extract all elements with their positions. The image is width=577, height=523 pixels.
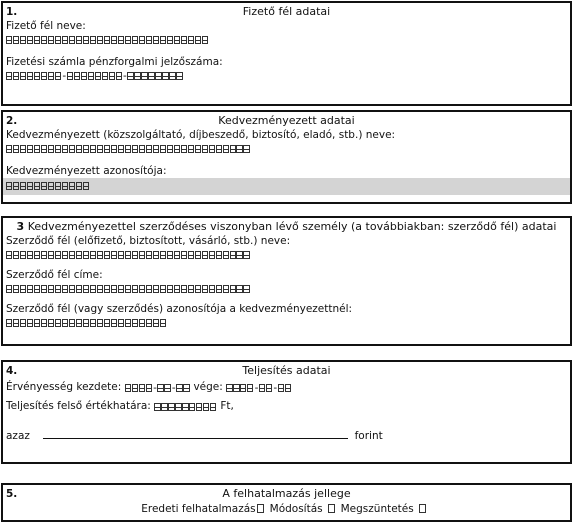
- char-box[interactable]: [102, 72, 108, 80]
- char-box[interactable]: [169, 72, 175, 80]
- section-title: Teljesítés adatai: [242, 364, 331, 377]
- char-box[interactable]: [6, 145, 12, 153]
- section-title: Kedvezményezett adatai: [218, 114, 355, 127]
- char-box[interactable]: [90, 36, 96, 44]
- char-box[interactable]: [69, 182, 75, 190]
- char-box[interactable]: [48, 145, 54, 153]
- char-box[interactable]: [202, 251, 208, 259]
- char-box[interactable]: [161, 403, 167, 411]
- section-title: Kedvezményezettel szerződéses viszonyban lévő személy (a továbbiakban: szerződő fél) adatai: [27, 220, 557, 233]
- char-box[interactable]: [236, 285, 242, 293]
- char-box[interactable]: [97, 319, 103, 327]
- char-box[interactable]: [195, 285, 201, 293]
- section-number: 4.: [6, 365, 18, 377]
- char-box[interactable]: [153, 36, 159, 44]
- char-box[interactable]: [76, 182, 82, 190]
- char-box[interactable]: [90, 319, 96, 327]
- char-box[interactable]: [55, 285, 61, 293]
- char-box[interactable]: [34, 182, 40, 190]
- char-box[interactable]: [148, 72, 154, 80]
- char-box[interactable]: [236, 251, 242, 259]
- char-box[interactable]: [243, 145, 249, 153]
- char-box[interactable]: [196, 403, 202, 411]
- char-box[interactable]: [132, 285, 138, 293]
- contract-party-section: [1, 216, 572, 346]
- authorization-type-section: [1, 483, 572, 522]
- char-box[interactable]: [104, 36, 110, 44]
- char-box[interactable]: [174, 36, 180, 44]
- char-box[interactable]: [160, 319, 166, 327]
- char-box[interactable]: [41, 285, 47, 293]
- char-box[interactable]: [111, 319, 117, 327]
- char-box[interactable]: [139, 384, 145, 392]
- char-box[interactable]: [167, 285, 173, 293]
- payer-name-field[interactable]: [3, 33, 570, 47]
- char-box[interactable]: [6, 182, 12, 190]
- contract-party-name-field[interactable]: [3, 248, 570, 262]
- section-number: 3: [16, 220, 25, 233]
- contract-party-id-label: Szerződő fél (vagy szerződés) azonosítója a kedvezményezettnél:: [6, 303, 353, 315]
- char-box[interactable]: [285, 384, 291, 392]
- char-box[interactable]: [188, 285, 194, 293]
- char-box[interactable]: [146, 285, 152, 293]
- char-box[interactable]: [83, 145, 89, 153]
- char-box[interactable]: [13, 36, 19, 44]
- char-box[interactable]: [139, 285, 145, 293]
- char-box[interactable]: [41, 145, 47, 153]
- char-box[interactable]: [160, 285, 166, 293]
- char-box[interactable]: [111, 285, 117, 293]
- char-box[interactable]: [27, 72, 33, 80]
- char-box[interactable]: [153, 319, 159, 327]
- payer-account-label: Fizetési számla pénzforgalmi jelzőszáma:: [6, 56, 223, 68]
- char-box[interactable]: [104, 145, 110, 153]
- char-box[interactable]: [174, 145, 180, 153]
- char-box[interactable]: [132, 384, 138, 392]
- char-box[interactable]: [69, 36, 75, 44]
- char-box[interactable]: [118, 36, 124, 44]
- char-box[interactable]: [97, 145, 103, 153]
- char-box[interactable]: [76, 285, 82, 293]
- char-box[interactable]: [13, 319, 19, 327]
- group-separator: -: [254, 382, 259, 394]
- char-box[interactable]: [118, 319, 124, 327]
- contract-party-section-header: [3, 220, 570, 234]
- option-original-label: Eredeti felhatalmazás: [141, 503, 256, 515]
- char-box[interactable]: [76, 319, 82, 327]
- validity-row: [3, 380, 570, 395]
- char-box[interactable]: [202, 36, 208, 44]
- char-box[interactable]: [83, 285, 89, 293]
- char-box[interactable]: [216, 285, 222, 293]
- char-box[interactable]: [168, 403, 174, 411]
- section-number: 5.: [6, 488, 18, 500]
- char-box[interactable]: [20, 319, 26, 327]
- char-box[interactable]: [181, 36, 187, 44]
- char-box[interactable]: [62, 319, 68, 327]
- char-box[interactable]: [48, 251, 54, 259]
- option-termination-label: Megszüntetés: [340, 503, 414, 515]
- char-box[interactable]: [27, 319, 33, 327]
- char-box[interactable]: [55, 251, 61, 259]
- char-box[interactable]: [167, 251, 173, 259]
- authorization-type-options: [3, 501, 570, 517]
- char-box[interactable]: [175, 403, 181, 411]
- char-box[interactable]: [125, 319, 131, 327]
- char-box[interactable]: [104, 285, 110, 293]
- char-box[interactable]: [153, 145, 159, 153]
- char-box[interactable]: [48, 72, 54, 80]
- section-number: 1.: [6, 6, 18, 18]
- char-box[interactable]: [154, 403, 160, 411]
- amount-in-words-row: [3, 428, 570, 443]
- contract-party-address-field[interactable]: [3, 282, 570, 296]
- fulfilment-section: [1, 360, 572, 464]
- char-box[interactable]: [139, 319, 145, 327]
- char-box[interactable]: [34, 285, 40, 293]
- char-box[interactable]: [139, 145, 145, 153]
- char-box[interactable]: [223, 145, 229, 153]
- option-modification-checkbox[interactable]: [328, 504, 335, 513]
- char-box[interactable]: [195, 145, 201, 153]
- char-box[interactable]: [116, 72, 122, 80]
- char-box[interactable]: [97, 36, 103, 44]
- char-box[interactable]: [230, 285, 236, 293]
- char-box[interactable]: [62, 145, 68, 153]
- char-box[interactable]: [62, 251, 68, 259]
- char-box[interactable]: [34, 319, 40, 327]
- char-box[interactable]: [146, 384, 152, 392]
- char-box[interactable]: [160, 36, 166, 44]
- char-box[interactable]: [13, 285, 19, 293]
- char-box[interactable]: [226, 384, 232, 392]
- char-box[interactable]: [76, 145, 82, 153]
- char-box[interactable]: [6, 319, 12, 327]
- char-box[interactable]: [181, 285, 187, 293]
- char-box[interactable]: [195, 251, 201, 259]
- char-box[interactable]: [132, 145, 138, 153]
- char-box[interactable]: [34, 72, 40, 80]
- char-box[interactable]: [41, 319, 47, 327]
- char-box[interactable]: [95, 72, 101, 80]
- char-box[interactable]: [174, 251, 180, 259]
- char-box[interactable]: [174, 285, 180, 293]
- char-box[interactable]: [278, 384, 284, 392]
- char-box[interactable]: [48, 285, 54, 293]
- char-box[interactable]: [62, 182, 68, 190]
- contract-party-id-field[interactable]: [3, 316, 570, 330]
- payer-account-field[interactable]: [3, 69, 570, 83]
- char-box[interactable]: [230, 251, 236, 259]
- char-box[interactable]: [259, 384, 265, 392]
- payer-section: [1, 1, 572, 106]
- char-box[interactable]: [20, 182, 26, 190]
- char-box[interactable]: [162, 72, 168, 80]
- limit-label: Teljesítés felső értékhatára:: [6, 400, 151, 412]
- char-box[interactable]: [34, 251, 40, 259]
- char-box[interactable]: [62, 36, 68, 44]
- char-box[interactable]: [55, 36, 61, 44]
- char-box[interactable]: [83, 182, 89, 190]
- char-box[interactable]: [6, 251, 12, 259]
- char-box[interactable]: [20, 145, 26, 153]
- beneficiary-section: [1, 110, 572, 204]
- char-box[interactable]: [125, 384, 131, 392]
- char-box[interactable]: [55, 145, 61, 153]
- section-title-row: [3, 220, 570, 234]
- char-box[interactable]: [230, 145, 236, 153]
- char-box[interactable]: [83, 36, 89, 44]
- char-box[interactable]: [188, 251, 194, 259]
- char-box[interactable]: [20, 285, 26, 293]
- char-box[interactable]: [127, 72, 133, 80]
- validity-start-field[interactable]: [125, 381, 190, 395]
- char-box[interactable]: [125, 36, 131, 44]
- payer-section-header: [3, 5, 570, 19]
- char-box[interactable]: [118, 145, 124, 153]
- char-box[interactable]: [266, 384, 272, 392]
- group-separator: -: [153, 382, 157, 394]
- char-box[interactable]: [146, 145, 152, 153]
- validity-end-field[interactable]: [226, 381, 291, 395]
- char-box[interactable]: [233, 384, 239, 392]
- char-box[interactable]: [183, 384, 189, 392]
- char-box[interactable]: [34, 145, 40, 153]
- char-box[interactable]: [69, 251, 75, 259]
- char-box[interactable]: [6, 36, 12, 44]
- option-original-checkbox[interactable]: [257, 504, 264, 513]
- char-box[interactable]: [27, 182, 33, 190]
- char-box[interactable]: [188, 36, 194, 44]
- char-box[interactable]: [195, 36, 201, 44]
- char-box[interactable]: [69, 285, 75, 293]
- char-box[interactable]: [209, 251, 215, 259]
- char-box[interactable]: [48, 36, 54, 44]
- char-box[interactable]: [118, 285, 124, 293]
- char-box[interactable]: [97, 251, 103, 259]
- char-box[interactable]: [139, 251, 145, 259]
- char-box[interactable]: [182, 403, 188, 411]
- char-box[interactable]: [41, 36, 47, 44]
- char-box[interactable]: [62, 285, 68, 293]
- amount-in-words-input[interactable]: [43, 428, 348, 439]
- char-box[interactable]: [13, 72, 19, 80]
- char-box[interactable]: [55, 72, 61, 80]
- char-box[interactable]: [20, 251, 26, 259]
- validity-end-label: vége:: [193, 381, 223, 393]
- char-box[interactable]: [55, 182, 61, 190]
- group-separator: -: [273, 382, 278, 394]
- char-box[interactable]: [153, 285, 159, 293]
- char-box[interactable]: [164, 384, 170, 392]
- payer-name-label: Fizető fél neve:: [6, 20, 86, 32]
- amount-in-words-suffix: forint: [354, 430, 383, 442]
- char-box[interactable]: [67, 72, 73, 80]
- char-box[interactable]: [160, 251, 166, 259]
- char-box[interactable]: [134, 72, 140, 80]
- char-box[interactable]: [146, 251, 152, 259]
- char-box[interactable]: [34, 36, 40, 44]
- char-box[interactable]: [90, 251, 96, 259]
- char-box[interactable]: [167, 36, 173, 44]
- char-box[interactable]: [6, 72, 12, 80]
- char-box[interactable]: [176, 72, 182, 80]
- char-box[interactable]: [111, 251, 117, 259]
- section-number: 2.: [6, 115, 18, 127]
- char-box[interactable]: [247, 384, 253, 392]
- char-box[interactable]: [132, 319, 138, 327]
- char-box[interactable]: [111, 145, 117, 153]
- char-box[interactable]: [243, 251, 249, 259]
- beneficiary-id-field[interactable]: [3, 178, 570, 195]
- char-box[interactable]: [88, 72, 94, 80]
- char-box[interactable]: [202, 285, 208, 293]
- char-box[interactable]: [41, 182, 47, 190]
- char-box[interactable]: [132, 251, 138, 259]
- char-box[interactable]: [90, 145, 96, 153]
- char-box[interactable]: [97, 285, 103, 293]
- char-box[interactable]: [176, 384, 182, 392]
- char-box[interactable]: [240, 384, 246, 392]
- section-title: A felhatalmazás jellege: [222, 487, 351, 500]
- char-box[interactable]: [83, 251, 89, 259]
- char-box[interactable]: [139, 36, 145, 44]
- char-box[interactable]: [125, 285, 131, 293]
- char-box[interactable]: [236, 145, 242, 153]
- char-box[interactable]: [76, 36, 82, 44]
- group-separator: -: [123, 70, 127, 82]
- char-box[interactable]: [27, 145, 33, 153]
- char-box[interactable]: [216, 145, 222, 153]
- char-box[interactable]: [181, 145, 187, 153]
- char-box[interactable]: [157, 384, 163, 392]
- char-box[interactable]: [189, 403, 195, 411]
- limit-field[interactable]: [154, 400, 217, 414]
- char-box[interactable]: [27, 36, 33, 44]
- char-box[interactable]: [132, 36, 138, 44]
- char-box[interactable]: [202, 145, 208, 153]
- group-separator: -: [171, 382, 176, 394]
- char-box[interactable]: [146, 319, 152, 327]
- char-box[interactable]: [209, 145, 215, 153]
- char-box[interactable]: [181, 251, 187, 259]
- char-box[interactable]: [141, 72, 147, 80]
- char-box[interactable]: [13, 145, 19, 153]
- char-box[interactable]: [69, 145, 75, 153]
- char-box[interactable]: [146, 36, 152, 44]
- char-box[interactable]: [223, 251, 229, 259]
- group-separator: -: [62, 70, 67, 82]
- char-box[interactable]: [13, 251, 19, 259]
- char-box[interactable]: [118, 251, 124, 259]
- char-box[interactable]: [20, 36, 26, 44]
- validity-start-label: Érvényesség kezdete:: [6, 381, 122, 393]
- char-box[interactable]: [13, 182, 19, 190]
- char-box[interactable]: [109, 72, 115, 80]
- char-box[interactable]: [20, 72, 26, 80]
- char-box[interactable]: [27, 285, 33, 293]
- fulfilment-section-header: [3, 364, 570, 378]
- section-title: Fizető fél adatai: [242, 5, 331, 18]
- contract-party-address-label: Szerződő fél címe:: [6, 269, 103, 281]
- beneficiary-section-header: [3, 114, 570, 128]
- char-box[interactable]: [41, 72, 47, 80]
- char-box[interactable]: [48, 319, 54, 327]
- char-box[interactable]: [243, 285, 249, 293]
- char-box[interactable]: [216, 251, 222, 259]
- char-box[interactable]: [125, 145, 131, 153]
- char-box[interactable]: [83, 319, 89, 327]
- char-box[interactable]: [167, 145, 173, 153]
- char-box[interactable]: [209, 285, 215, 293]
- char-box[interactable]: [111, 36, 117, 44]
- option-termination-checkbox[interactable]: [419, 504, 426, 513]
- contract-party-name-label: Szerződő fél (előfizető, biztosított, vásárló, stb.) neve:: [6, 235, 291, 247]
- currency-label: Ft,: [220, 400, 234, 412]
- char-box[interactable]: [41, 251, 47, 259]
- char-box[interactable]: [48, 182, 54, 190]
- option-modification-label: Módosítás: [269, 503, 323, 515]
- char-box[interactable]: [210, 403, 216, 411]
- authorization-type-section-header: [3, 487, 570, 501]
- char-box[interactable]: [27, 251, 33, 259]
- amount-in-words-label: azaz: [6, 430, 30, 442]
- char-box[interactable]: [125, 251, 131, 259]
- beneficiary-name-field[interactable]: [3, 142, 570, 156]
- char-box[interactable]: [104, 319, 110, 327]
- char-box[interactable]: [104, 251, 110, 259]
- char-box[interactable]: [81, 72, 87, 80]
- char-box[interactable]: [160, 145, 166, 153]
- limit-row: [3, 399, 570, 414]
- char-box[interactable]: [90, 285, 96, 293]
- char-box[interactable]: [76, 251, 82, 259]
- beneficiary-name-label: Kedvezményezett (közszolgáltató, díjbeszedő, biztosító, eladó, stb.) neve:: [6, 129, 396, 141]
- char-box[interactable]: [6, 285, 12, 293]
- char-box[interactable]: [69, 319, 75, 327]
- char-box[interactable]: [188, 145, 194, 153]
- char-box[interactable]: [55, 319, 61, 327]
- char-box[interactable]: [74, 72, 80, 80]
- char-box[interactable]: [153, 251, 159, 259]
- beneficiary-id-label: Kedvezményezett azonosítója:: [6, 165, 167, 177]
- char-box[interactable]: [223, 285, 229, 293]
- char-box[interactable]: [155, 72, 161, 80]
- char-box[interactable]: [203, 403, 209, 411]
